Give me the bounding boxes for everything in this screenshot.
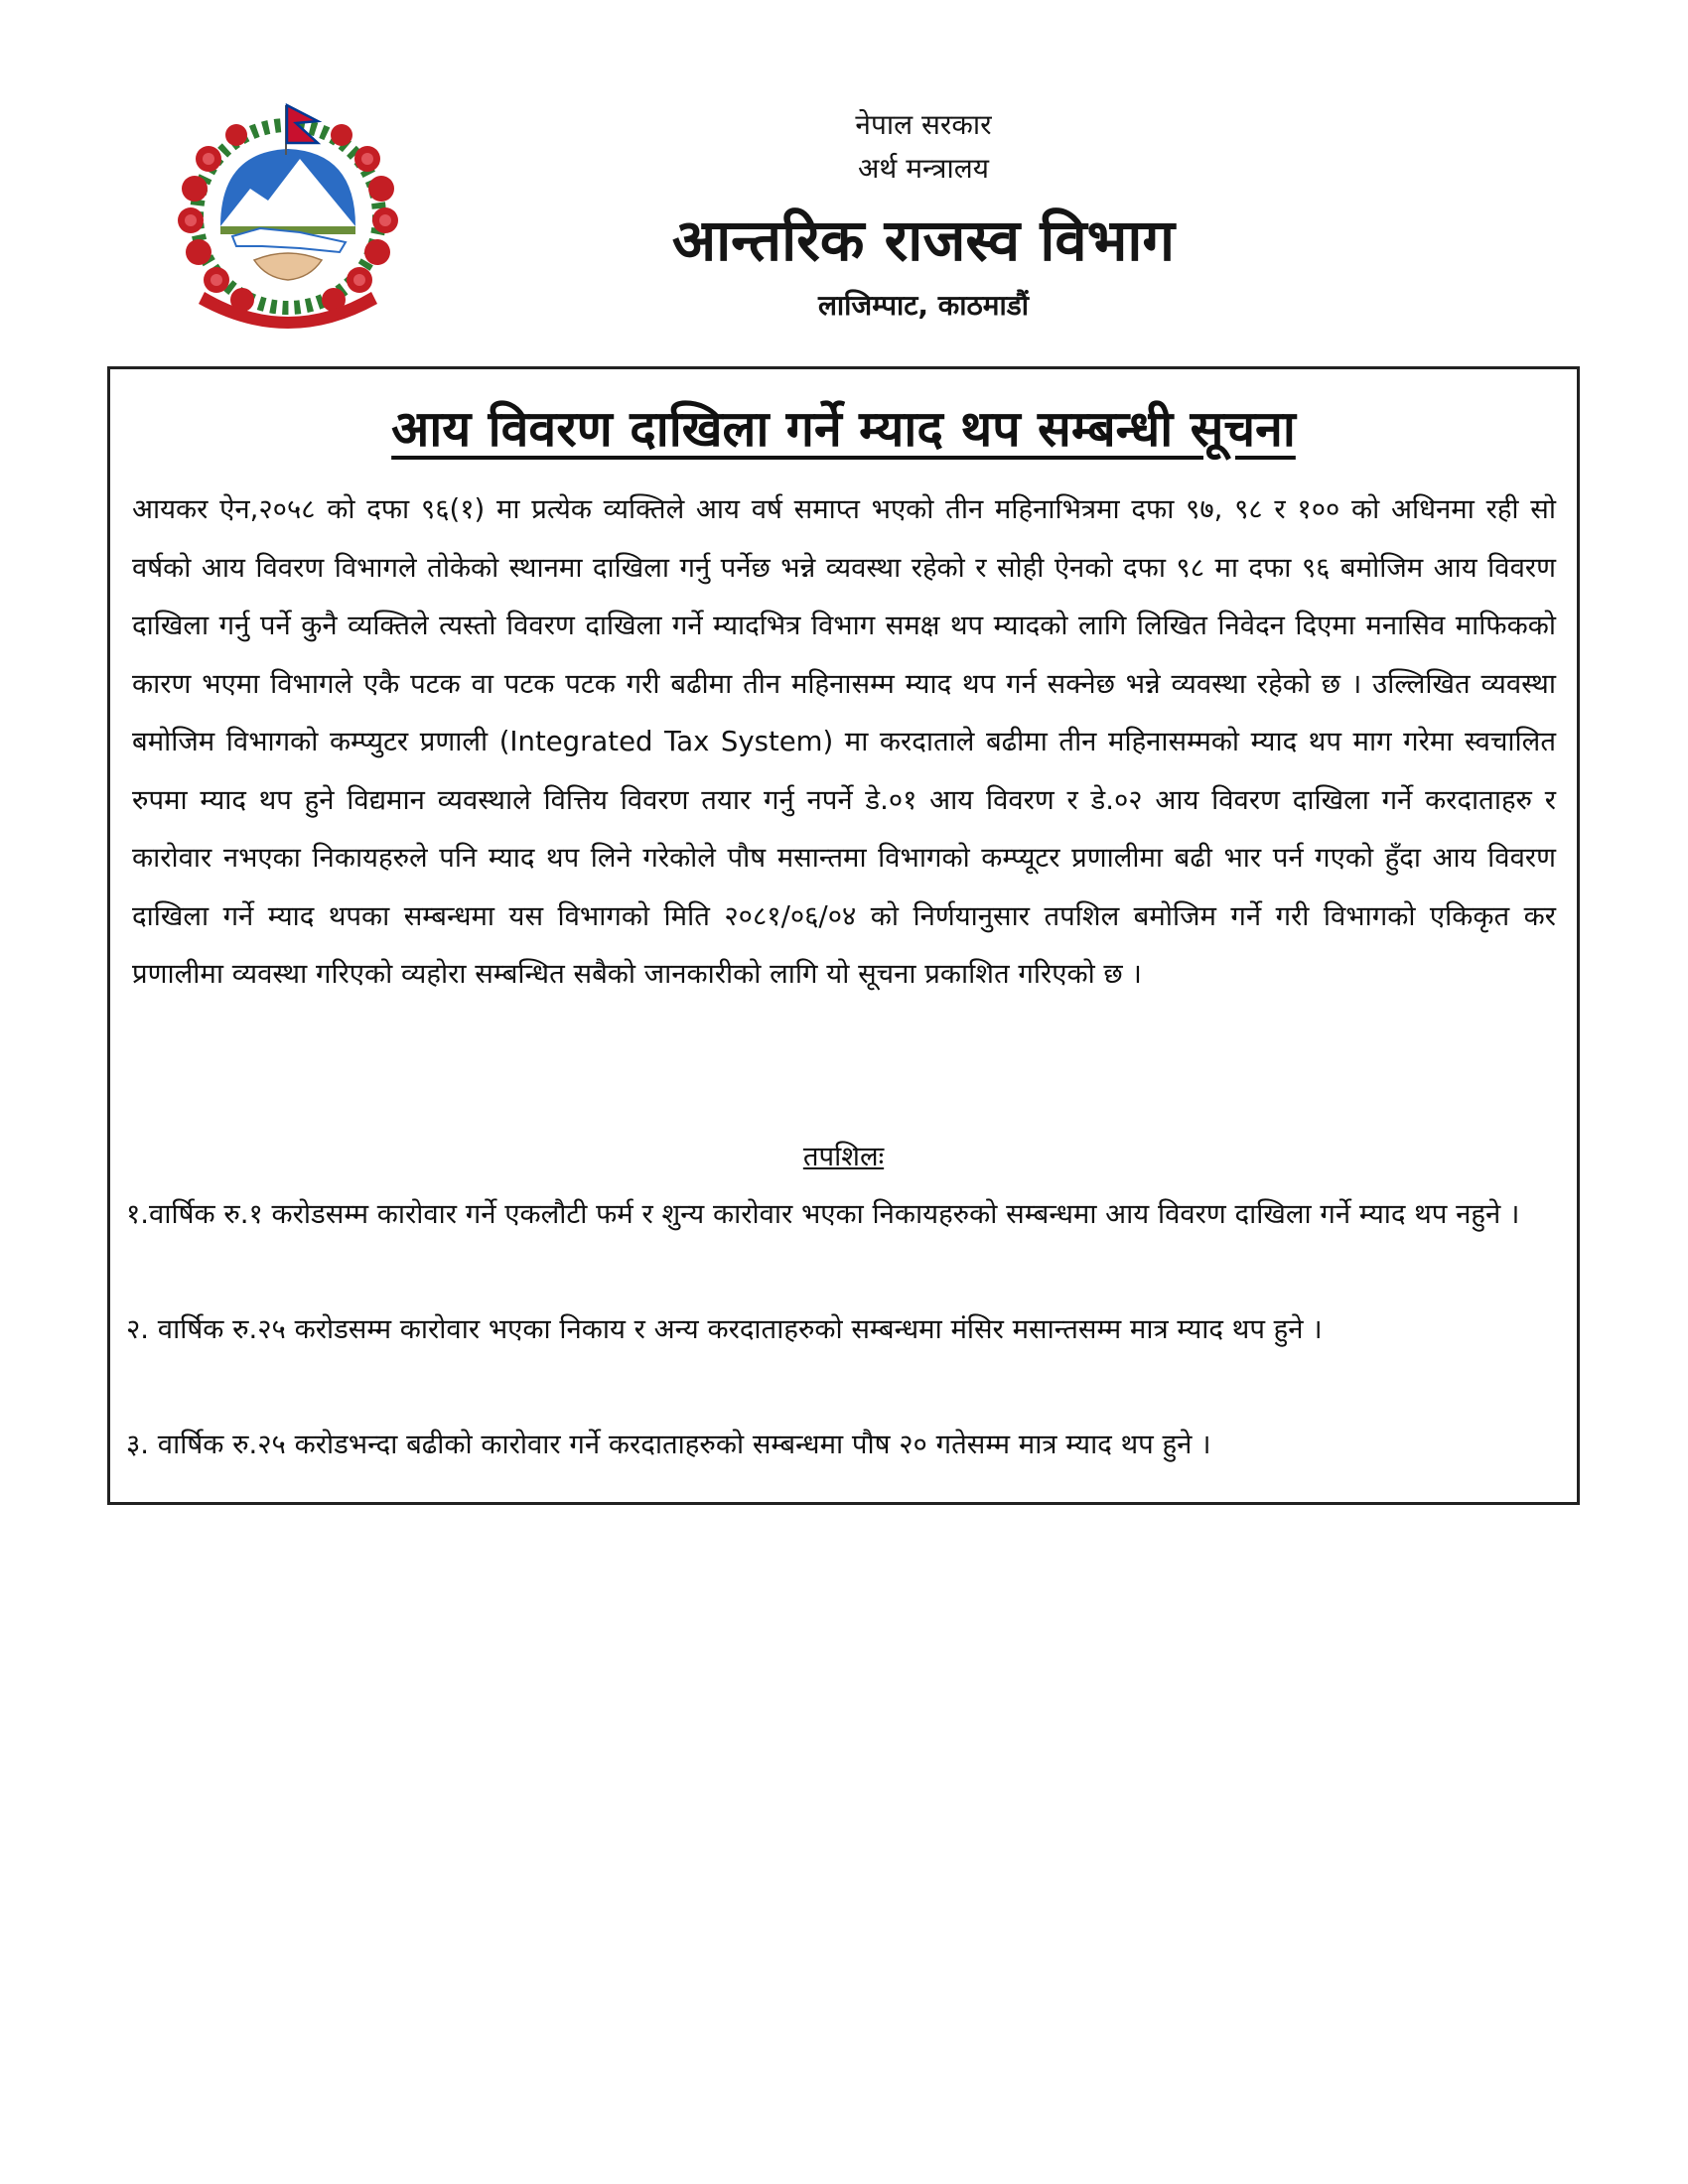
schedule-item: २. वार्षिक रु.२५ करोडसम्म कारोवार भएका निकाय र अन्य करदाताहरुको सम्बन्धमा मंसिर मसान्तसम्म मात्र म्याद थप हुने । xyxy=(126,1313,1323,1345)
ministry-name: अर्थ मन्त्रालय xyxy=(858,152,989,185)
schedule-item: १.वार्षिक रु.१ करोडसम्म कारोवार गर्ने एकलौटी फर्म र शुन्य कारोवार भएका निकायहरुको सम्बन्धमा आय विवरण दाखिला गर्ने म्याद थप नहुने । xyxy=(126,1198,1520,1230)
department-name: आन्तरिक राजस्व विभाग xyxy=(671,206,1176,274)
department-address: लाजिम्पाट, काठमाडौं xyxy=(817,289,1030,322)
notice-box xyxy=(107,366,1580,1505)
schedule-heading xyxy=(110,1128,1577,1185)
schedule-item: ३. वार्षिक रु.२५ करोडभन्दा बढीको कारोवार गर्ने करदाताहरुको सम्बन्धमा पौष २० गतेसम्म मात्र म्याद थप हुने । xyxy=(126,1429,1211,1460)
notice-title: आय विवरण दाखिला गर्ने म्याद थप सम्बन्धी सूचना xyxy=(391,400,1296,458)
handshake-icon xyxy=(254,253,322,280)
nepal-emblem-icon xyxy=(151,97,425,336)
government-name: नेपाल सरकार xyxy=(855,108,992,141)
notice-body: आयकर ऐन,२०५८ को दफा ९६(१) मा प्रत्येक व्यक्तिले आय वर्ष समाप्त भएको तीन महिनाभित्रमा दफा ९७, ९८ र १०० को अधिनमा रही सो वर्षको आय विवरण विभागले तोकेको स्थानमा दाखिला गर्नु पर्नेछ भन्ने व्यवस्था रहेको र सोही ऐनको दफा ९८ मा दफा ९६ बमोजिम आय विवरण दाखिला गर्नु पर्ने कुनै व्यक्तिले त्यस्तो विवरण दाखिला गर्ने म्यादभित्र विभाग समक्ष थप म्यादको लागि लिखित निवेदन दिएमा मनासिव माफिकको कारण भएमा विभागले एकै पटक वा पटक पटक गरी बढीमा तीन महिनासम्म म्याद थप गर्न सक्नेछ भन्ने व्यवस्था रहेको छ । उल्लिखित व्यवस्था बमोजिम विभागको कम्प्युटर प्रणाली (Integrated Tax System) मा करदाताले बढीमा तीन महिनासम्मको म्याद थप माग गरेमा स्वचालित रुपमा म्याद थप हुने विद्यमान व्यवस्थाले वित्तिय विवरण तयार गर्नु नपर्ने डे.०१ आय विवरण र डे.०२ आय विवरण दाखिला गर्ने करदाताहरु र कारोवार नभएका निकायहरुले पनि म्याद थप लिने गरेकोले पौष मसान्तमा विभागको कम्प्यूटर प्रणालीमा बढी भार पर्न गएको हुँदा आय विवरण दाखिला गर्ने म्याद थपका सम्बन्धमा यस विभागको मिति २०८१/०६/०४ को निर्णयानुसार तपशिल बमोजिम गर्ने गरी विभागको एकिकृत कर प्रणालीमा व्यवस्था गरिएको व्यहोरा सम्बन्धित सबैको जानकारीको लागि यो सूचना प्रकाशित गरिएको छ । xyxy=(132,493,1556,990)
schedule-heading-text: तपशिलः xyxy=(802,1141,885,1172)
